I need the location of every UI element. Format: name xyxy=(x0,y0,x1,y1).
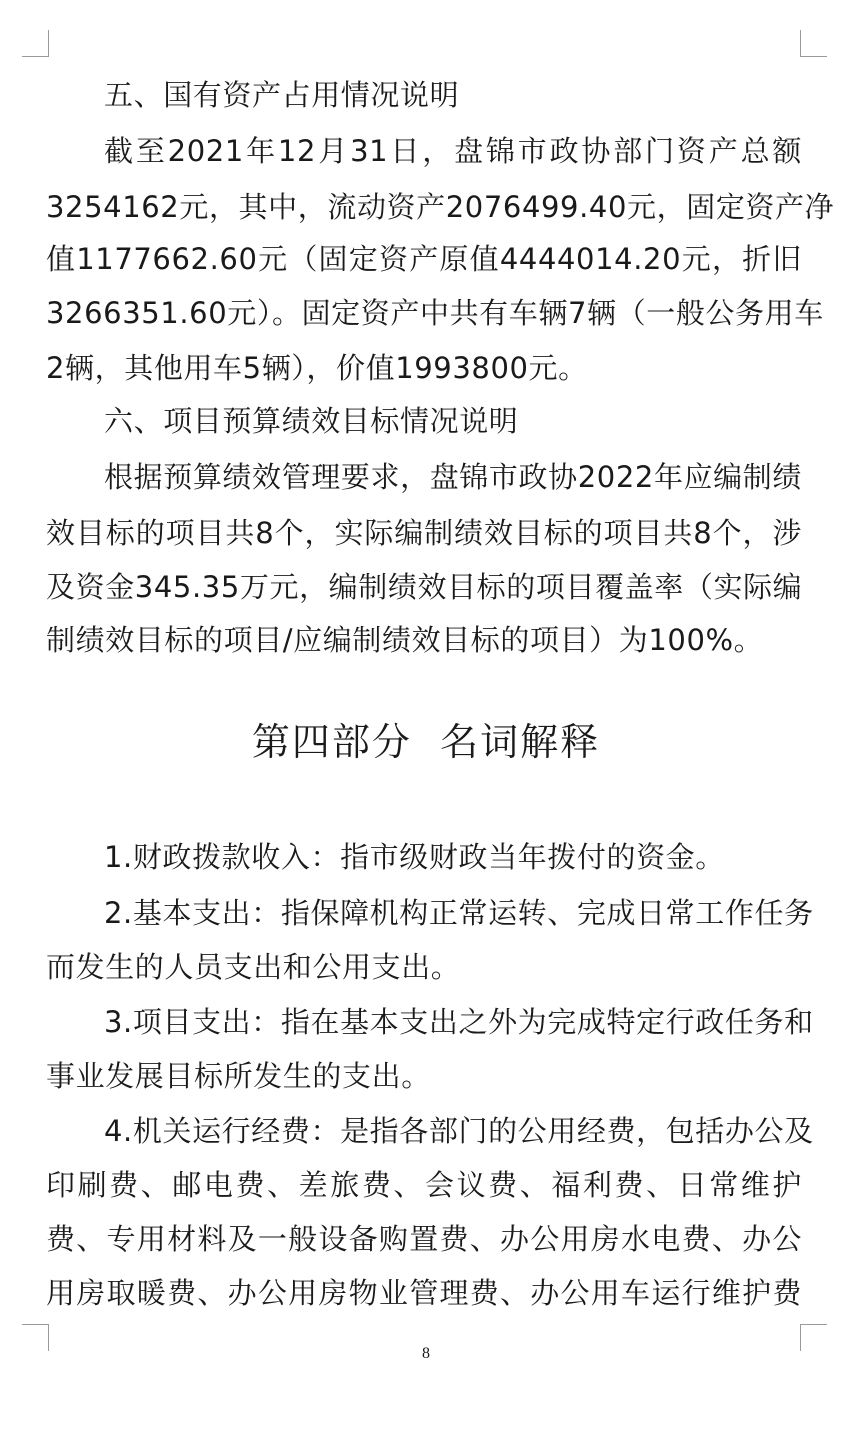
term-3-line-1: 3.项目支出：指在基本支出之外为完成特定行政任务和 xyxy=(104,1005,814,1039)
term-2-line-1: 2.基本支出：指保障机构正常运转、完成日常工作任务 xyxy=(104,896,814,930)
crop-mark-top-left xyxy=(22,30,49,57)
term-2-line-2: 而发生的人员支出和公用支出。 xyxy=(46,950,461,984)
term-3-line-2: 事业发展目标所发生的支出。 xyxy=(46,1059,431,1093)
term-4-line-2: 印刷费、邮电费、差旅费、会议费、福利费、日常维护 xyxy=(46,1168,802,1202)
section6-title: 六、项目预算绩效目标情况说明 xyxy=(104,404,519,438)
section6-line-2: 效目标的项目共8个，实际编制绩效目标的项目共8个，涉 xyxy=(46,516,802,550)
term-4-line-1: 4.机关运行经费：是指各部门的公用经费，包括办公及 xyxy=(104,1114,814,1148)
part4-heading: 第四部分 名词解释 xyxy=(251,720,601,764)
section6-line-1: 根据预算绩效管理要求，盘锦市政协2022年应编制绩 xyxy=(104,460,802,494)
section5-line-1: 截至2021年12月31日，盘锦市政协部门资产总额 xyxy=(104,134,802,168)
section6-line-3: 及资金345.35万元，编制绩效目标的项目覆盖率（实际编 xyxy=(46,570,803,604)
section6-line-4: 制绩效目标的项目/应编制绩效目标的项目）为100%。 xyxy=(46,623,764,657)
section5-line-2: 3254162元，其中，流动资产2076499.40元，固定资产净 xyxy=(46,190,835,224)
term-1-line-1: 1.财政拨款收入：指市级财政当年拨付的资金。 xyxy=(104,840,725,874)
section5-line-3: 值1177662.60元（固定资产原值4444014.20元，折旧 xyxy=(46,242,802,276)
section5-title: 五、国有资产占用情况说明 xyxy=(104,78,460,112)
term-4-line-3: 费、专用材料及一般设备购置费、办公用房水电费、办公 xyxy=(46,1222,802,1256)
term-4-line-4: 用房取暖费、办公用房物业管理费、办公用车运行维护费 xyxy=(46,1276,802,1310)
section5-line-4: 3266351.60元）。固定资产中共有车辆7辆（一般公务用车 xyxy=(46,296,824,330)
page-number: 8 xyxy=(422,1345,430,1362)
crop-mark-top-right xyxy=(800,30,827,57)
section5-line-5: 2辆，其他用车5辆），价值1993800元。 xyxy=(46,351,588,385)
